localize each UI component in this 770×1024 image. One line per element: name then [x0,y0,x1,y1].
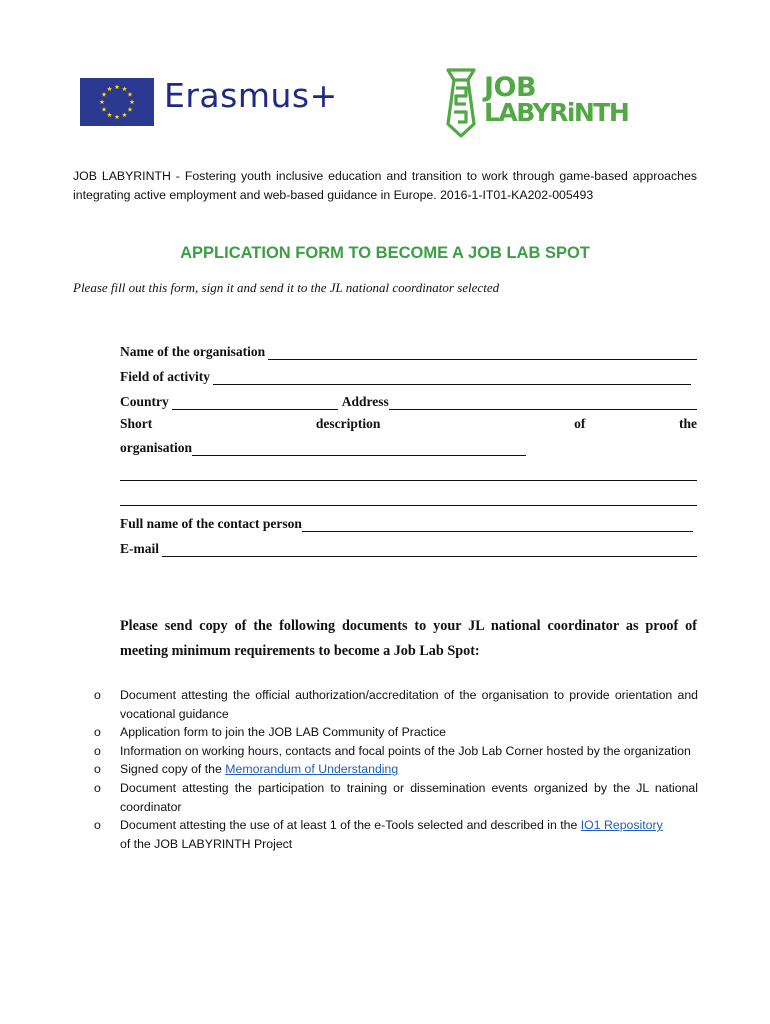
document-item-text: Information on working hours, contacts and focal points of the Job Lab Corner hosted by the organization [120,743,691,758]
organisation-name-field[interactable] [268,346,697,360]
address-field[interactable] [389,396,697,410]
short-description-label-part4: the [679,416,697,431]
list-item [94,760,698,779]
description-line-2[interactable] [120,492,697,506]
job-wordmark: JOB [484,72,537,103]
list-item [94,723,698,742]
list-item [94,779,698,816]
field-of-activity-row [120,365,697,385]
email-label: E-mail [120,541,159,556]
io1-repository-link[interactable]: IO1 Repository [580,818,663,833]
description-line-row [120,461,697,481]
project-description: JOB LABYRINTH - Fostering youth inclusive education and transition to work through game-based approaches integrating active employment and web-based guidance in Europe. 2016-1-IT01-KA202-005493 [73,169,697,202]
list-item [94,816,698,853]
document-item-text: Document attesting the official authorization/accreditation of the organisation to provide orientation and vocational guidance [120,688,698,721]
short-description-label-part1: Short [120,416,153,431]
bullet-marker: o [94,762,101,777]
contact-person-field[interactable] [302,518,693,532]
organisation-name-label: Name of the organisation [120,344,266,359]
email-row [120,537,697,557]
short-description-label-part2: description [315,416,381,431]
form-title: APPLICATION FORM TO BECOME A JOB LAB SPOT [180,244,590,262]
short-description-label-part3: of [574,416,586,431]
required-documents-list [94,686,698,853]
document-item-text: Signed copy of the [120,762,226,777]
contact-person-row [120,512,697,532]
bullet-marker: o [94,780,101,795]
document-item-text: Application form to join the JOB LAB Community of Practice [120,725,447,740]
description-line-1[interactable] [120,467,697,481]
bullet-marker: o [94,743,101,758]
bullet-marker: o [94,688,101,702]
document-item-text: Document attesting the use of at least 1 of the e-Tools selected and described in the [120,818,581,833]
email-field[interactable] [162,543,697,557]
job-labyrinth-logo [444,66,654,138]
bullet-marker: o [94,818,101,833]
field-of-activity-field[interactable] [213,371,691,385]
field-of-activity-label: Field of activity [120,369,210,384]
short-description-row [120,416,697,432]
erasmus-plus-wordmark: Erasmus+ [164,76,338,115]
organisation-name-row [120,340,697,360]
organisation-description-row [120,436,697,456]
address-label: Address [341,394,389,409]
labyrinth-tie-icon [444,66,478,138]
eu-flag-icon [80,78,154,126]
erasmus-plus-logo [80,76,338,126]
list-item [94,686,698,723]
document-item-text: of the JOB LABYRINTH Project [120,836,293,851]
description-line-row [120,486,697,506]
country-label: Country [120,394,169,409]
country-field[interactable] [172,396,338,410]
bullet-marker: o [94,725,101,740]
contact-person-label: Full name of the contact person [120,516,302,531]
country-address-row [120,390,697,410]
document-item-text: Document attesting the participation to training or dissemination events organized by the JL national coordinator [120,780,698,814]
list-item [94,742,698,761]
organisation-description-field[interactable] [192,442,526,456]
labyrinth-wordmark: LABYRiNTH [484,98,629,127]
documents-heading: Please send copy of the following documents to your JL national coordinator as proof of meeting minimum requirements to become a Job Lab Spot: [120,618,697,659]
memorandum-link[interactable]: Memorandum of Understanding [225,762,399,777]
form-instructions: Please fill out this form, sign it and send it to the JL national coordinator selected [73,280,500,295]
organisation-description-label: organisation [120,440,193,455]
